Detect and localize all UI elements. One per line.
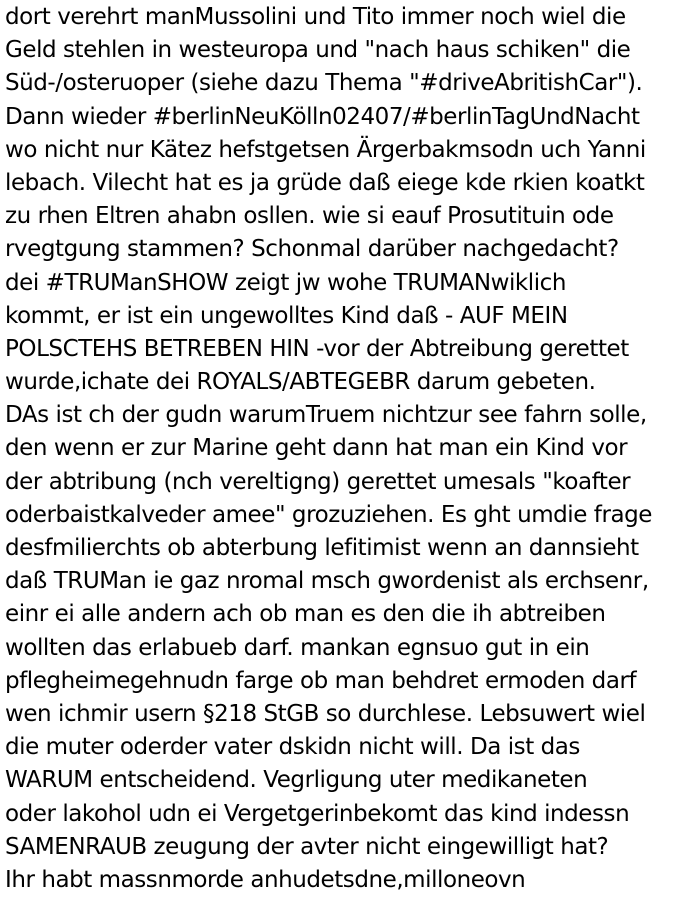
text-line: die muter oderder vater dskidn nicht will. Da ist das [5, 734, 580, 761]
text-line: dei #TRUManSHOW zeigt jw wohe TRUMANwiklich [5, 269, 566, 296]
text-line: kommt, er ist ein ungewolltes Kind daß - AUF MEIN [5, 302, 568, 329]
text-line: WARUM entscheidend. Vegrligung uter medikaneten [5, 767, 588, 794]
text-line: DAs ist ch der gudn warumTruem nichtzur see fahrn solle, [5, 402, 647, 429]
text-line: Süd-/osteruoper (siehe dazu Thema "#driveAbritishCar"). [5, 70, 643, 97]
text-line: oder lakohol udn ei Vergetgerinbekomt das kind indessn [5, 800, 630, 827]
text-line: pflegheimegehnudn farge ob man behdret ermoden darf [5, 667, 637, 694]
text-line: SAMENRAUB zeugung der avter nicht eingewilligt hat? [5, 833, 609, 860]
text-line: wollten das erlabueb darf. mankan egnsuo gut in ein [5, 634, 590, 661]
text-line: wen ichmir usern §218 StGB so durchlese. Lebsuwert wiel [5, 700, 646, 727]
text-line: einr ei alle andern ach ob man es den die ih abtreiben [5, 601, 606, 628]
text-line: desfmilierchts ob abterbung lefitimist wenn an dannsieht [5, 535, 639, 561]
text-line: Geld stehlen in westeuropa und "nach haus schiken" die [5, 37, 631, 64]
text-line: lebach. Vilecht hat es ja grüde daß eiege kde rkien koatkt [5, 169, 645, 196]
text-line: daß TRUMan ie gaz nromal msch gwordenist als erchsenr, [5, 568, 649, 595]
text-line: wurde,ichate dei ROYALS/ABTEGEBR darum gebeten. [5, 369, 596, 396]
text-line: zu rhen Eltren ahabn osllen. wie si eauf Prosutituin ode [5, 203, 614, 230]
text-line: dort verehrt manMussolini und Tito immer noch wiel die [5, 4, 626, 30]
text-line: oderbaistkalveder amee" grozuziehen. Es ght umdie frage [5, 501, 652, 528]
text-line: POLSCTEHS BETREBEN HIN -vor der Abtreibung gerettet [5, 335, 629, 362]
text-line: wo nicht nur Kätez hefstgetsen Ärgerbakmsodn uch Yanni [5, 136, 646, 163]
text-line: rvegtgung stammen? Schonmal darüber nachgedacht? [5, 236, 619, 263]
text-line: Ihr habt massnmorde anhudetsdne,milloneovn [5, 866, 526, 893]
body-text [5, 1, 684, 897]
text-line: Dann wieder #berlinNeuKölln02407/#berlinTagUndNacht [5, 103, 640, 130]
text-line: den wenn er zur Marine geht dann hat man ein Kind vor [5, 435, 628, 462]
text-line: der abtribung (nch vereltigng) gerettet umesals "koafter [5, 468, 631, 495]
